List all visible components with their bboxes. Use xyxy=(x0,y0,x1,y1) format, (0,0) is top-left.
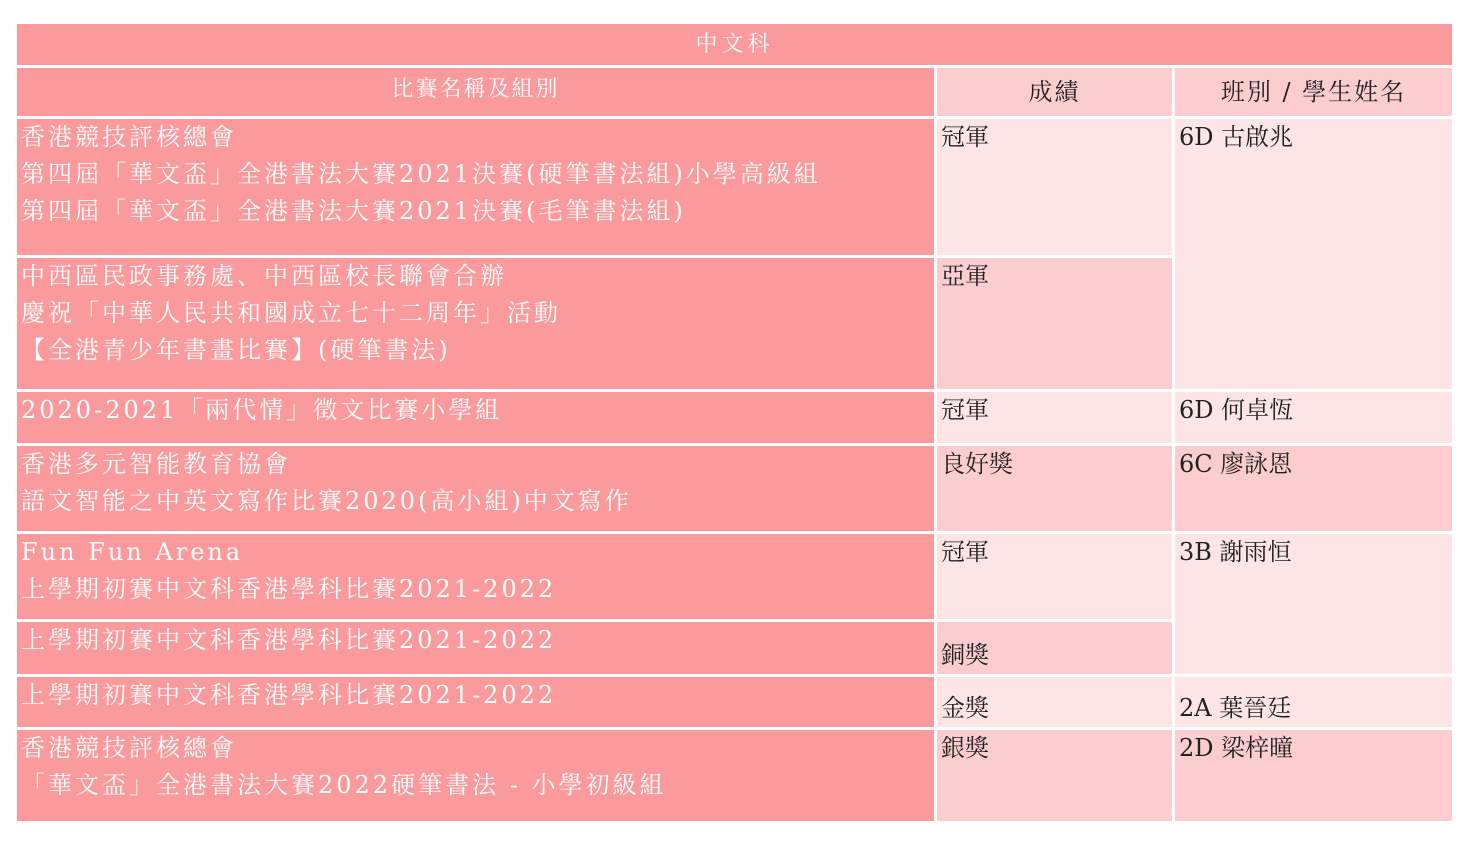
competition-line: 香港競技評核總會 xyxy=(21,734,237,762)
subject-title: 中文科 xyxy=(16,23,1454,67)
result-cell: 冠軍 xyxy=(936,118,1174,257)
student-cell: 6D 古啟兆 xyxy=(1174,118,1454,391)
table-row xyxy=(16,118,1454,257)
awards-table xyxy=(14,21,1455,824)
student-cell: 6C 廖詠恩 xyxy=(1174,445,1454,533)
competition-line: 「華文盃」全港書法大賽2022硬筆書法 - 小學初級組 xyxy=(21,771,667,799)
competition-cell xyxy=(16,118,936,257)
competition-line: 香港競技評核總會 xyxy=(21,123,237,151)
competition-line: 香港多元智能教育協會 xyxy=(21,450,291,478)
result-cell: 亞軍 xyxy=(936,257,1174,391)
competition-line: 上學期初賽中文科香港學科比賽2021-2022 xyxy=(21,626,557,654)
competition-cell xyxy=(16,445,936,533)
competition-line: 2020-2021「兩代情」徵文比賽小學組 xyxy=(21,396,503,424)
competition-line: 第四屆「華文盃」全港書法大賽2021決賽(毛筆書法組) xyxy=(21,197,686,225)
result-cell: 冠軍 xyxy=(936,533,1174,621)
competition-line: Fun Fun Arena xyxy=(21,538,244,566)
competition-cell xyxy=(16,676,936,729)
result-cell: 冠軍 xyxy=(936,391,1174,445)
competition-line: 上學期初賽中文科香港學科比賽2021-2022 xyxy=(21,575,557,603)
student-cell: 3B 謝雨恒 xyxy=(1174,533,1454,676)
header-student: 班別 / 學生姓名 xyxy=(1174,67,1454,118)
competition-cell xyxy=(16,257,936,391)
table-row xyxy=(16,533,1454,621)
result-cell: 金獎 xyxy=(936,676,1174,729)
table-row xyxy=(16,391,1454,445)
column-header-row xyxy=(16,67,1454,118)
competition-cell xyxy=(16,391,936,445)
competition-line: 中西區民政事務處、中西區校長聯會合辦 xyxy=(21,262,507,290)
result-cell: 銀獎 xyxy=(936,729,1174,823)
student-cell: 2A 葉晉廷 xyxy=(1174,676,1454,729)
result-cell: 良好獎 xyxy=(936,445,1174,533)
table-row xyxy=(16,676,1454,729)
student-cell: 2D 梁梓曈 xyxy=(1174,729,1454,823)
header-competition: 比賽名稱及組別 xyxy=(16,67,936,118)
competition-cell xyxy=(16,621,936,676)
competition-cell xyxy=(16,729,936,823)
competition-line: 慶祝「中華人民共和國成立七十二周年」活動 xyxy=(21,299,561,327)
student-cell: 6D 何卓恆 xyxy=(1174,391,1454,445)
competition-line: 第四屆「華文盃」全港書法大賽2021決賽(硬筆書法組)小學高級組 xyxy=(21,160,821,188)
header-result: 成績 xyxy=(936,67,1174,118)
table-row xyxy=(16,445,1454,533)
result-cell: 銅獎 xyxy=(936,621,1174,676)
subject-header-row xyxy=(16,23,1454,67)
competition-line: 語文智能之中英文寫作比賽2020(高小組)中文寫作 xyxy=(21,487,632,515)
table-row xyxy=(16,729,1454,823)
competition-line: 【全港青少年書畫比賽】(硬筆書法) xyxy=(21,336,451,364)
competition-cell xyxy=(16,533,936,621)
competition-line: 上學期初賽中文科香港學科比賽2021-2022 xyxy=(21,681,557,709)
